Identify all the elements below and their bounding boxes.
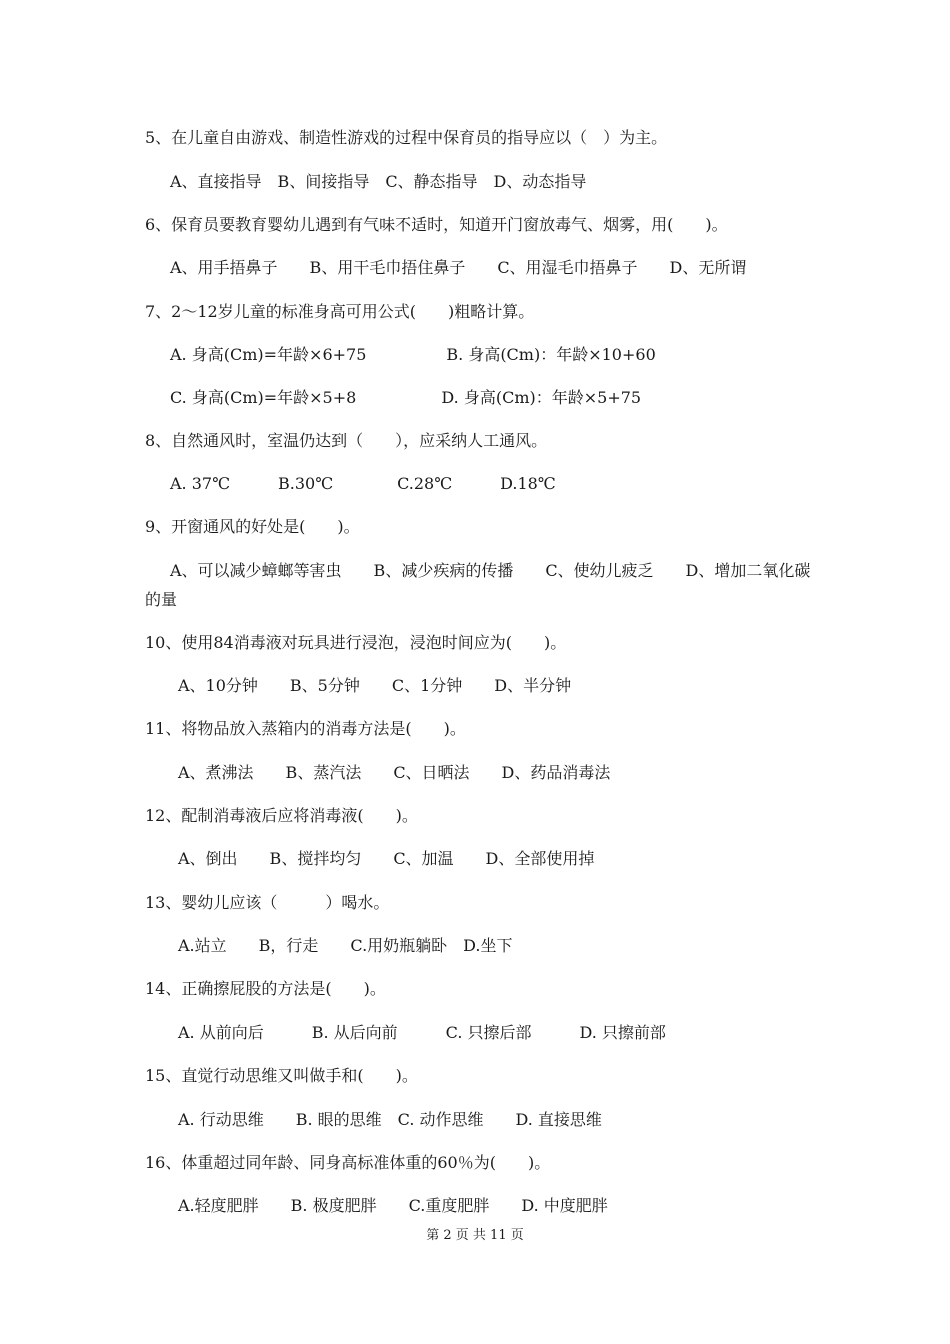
question-options: A.站立 B，行走 C.用奶瓶躺卧 D.坐下	[178, 936, 513, 955]
question-stem: 11、将物品放入蒸箱内的消毒方法是( )。	[145, 719, 466, 738]
question-stem: 8、自然通风时，室温仍达到（ ），应采纳人工通风。	[145, 431, 548, 450]
question-options: A. 行动思维 B. 眼的思维 C. 动作思维 D. 直接思维	[178, 1110, 602, 1129]
question-stem: 15、直觉行动思维又叫做手和( )。	[145, 1066, 418, 1085]
question-options: A、倒出 B、搅拌均匀 C、加温 D、全部使用掉	[178, 849, 595, 868]
question-options: C. 身高(Cm)=年龄×5+8 D. 身高(Cm)：年龄×5+75	[170, 388, 642, 407]
question-options: 的量	[145, 590, 178, 609]
question-options: A. 身高(Cm)=年龄×6+75 B. 身高(Cm)：年龄×10+60	[170, 345, 656, 364]
question-options: A、10分钟 B、5分钟 C、1分钟 D、半分钟	[178, 676, 572, 695]
question-stem: 6、保育员要教育婴幼儿遇到有气味不适时，知道开门窗放毒气、烟雾，用( )。	[145, 215, 728, 234]
question-stem: 5、在儿童自由游戏、制造性游戏的过程中保育员的指导应以（ ）为主。	[145, 128, 668, 147]
question-stem: 7、2～12岁儿童的标准身高可用公式( )粗略计算。	[145, 302, 535, 321]
question-stem: 14、正确擦屁股的方法是( )。	[145, 979, 386, 998]
question-stem: 12、配制消毒液后应将消毒液( )。	[145, 806, 418, 825]
question-options: A、煮沸法 B、蒸汽法 C、日晒法 D、药品消毒法	[178, 763, 611, 782]
question-stem: 9、开窗通风的好处是( )。	[145, 517, 360, 536]
question-options: A. 37℃ B.30℃ C.28℃ D.18℃	[170, 474, 556, 493]
question-options: A、直接指导 B、间接指导 C、静态指导 D、动态指导	[170, 172, 587, 191]
question-options: A.轻度肥胖 B. 极度肥胖 C.重度肥胖 D. 中度肥胖	[178, 1196, 608, 1215]
question-options: A、可以减少蟑螂等害虫 B、减少疾病的传播 C、使幼儿疲乏 D、增加二氧化碳	[170, 561, 811, 580]
question-stem: 16、体重超过同年龄、同身高标准体重的60％为( )。	[145, 1153, 551, 1172]
question-options: A. 从前向后 B. 从后向前 C. 只擦后部 D. 只擦前部	[178, 1023, 666, 1042]
question-options: A、用手捂鼻子 B、用干毛巾捂住鼻子 C、用湿毛巾捂鼻子 D、无所谓	[170, 258, 747, 277]
page-footer: 第 2 页 共 11 页	[426, 1228, 524, 1243]
question-stem: 10、使用84消毒液对玩具进行浸泡，浸泡时间应为( )。	[145, 633, 567, 652]
question-stem: 13、婴幼儿应该（ ）喝水。	[145, 893, 390, 912]
